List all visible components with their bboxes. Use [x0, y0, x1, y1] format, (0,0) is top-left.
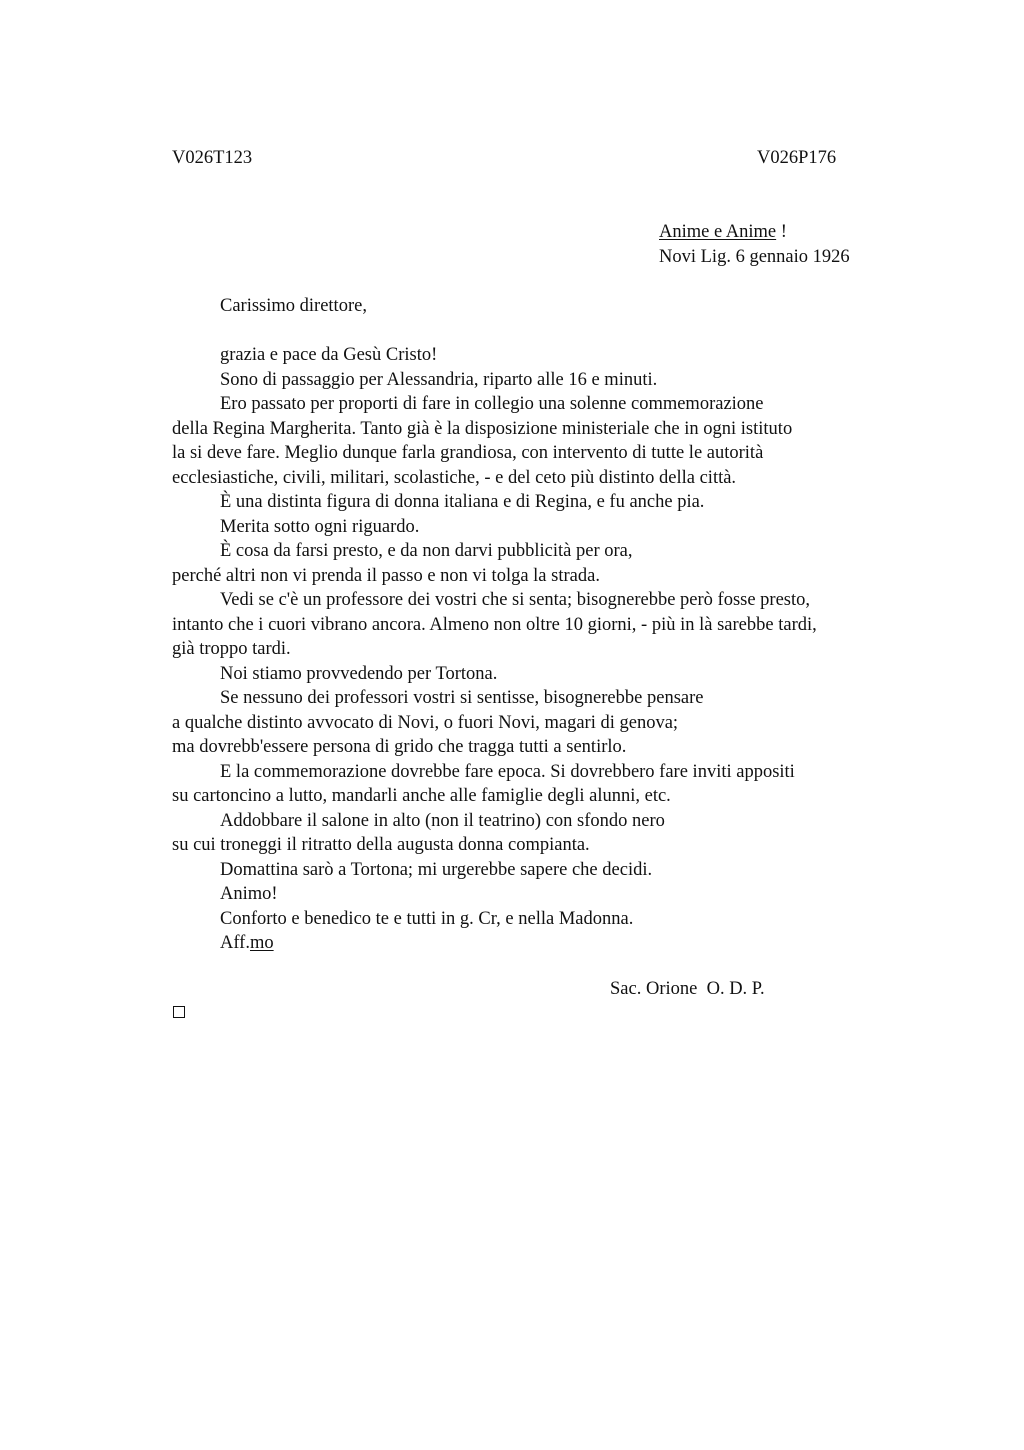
- document-code-right: V026P176: [757, 148, 837, 168]
- body-line: Vedi se c'è un professore dei vostri che si senta; bisognerebbe però fosse presto,: [220, 590, 811, 610]
- body-line: Addobbare il salone in alto (non il teatrino) con sfondo nero: [220, 810, 665, 831]
- letter-title-suffix: !: [776, 222, 787, 242]
- body-line: perché altri non vi prenda il passo e non vi tolga la strada.: [172, 565, 600, 586]
- body-line: È una distinta figura di donna italiana e di Regina, e fu anche pia.: [220, 492, 705, 512]
- letter-title-text: Anime e Anime: [659, 222, 777, 242]
- body-line: Se nessuno dei professori vostri si sentisse, bisognerebbe pensare: [220, 688, 704, 708]
- signature: Sac. Orione O. D. P.: [610, 979, 765, 999]
- closing-suffix: mo: [249, 933, 274, 953]
- document-code-left: V026T123: [172, 148, 253, 168]
- empty-square-icon: [173, 1006, 185, 1018]
- body-line: Noi stiamo provvedendo per Tortona.: [220, 663, 498, 684]
- body-line: ma dovrebb'essere persona di grido che tragga tutti a sentirlo.: [172, 737, 627, 757]
- closing: [172, 931, 932, 956]
- body-line: a qualche distinto avvocato di Novi, o fuori Novi, magari di genova;: [172, 712, 679, 733]
- body-line: la si deve fare. Meglio dunque farla grandiosa, con intervento di tutte le autorità: [172, 443, 764, 463]
- body-line: Conforto e benedico te e tutti in g. Cr, e nella Madonna.: [220, 908, 634, 929]
- body-line: ecclesiastiche, civili, militari, scolastiche, - e del ceto più distinto della città.: [172, 467, 737, 488]
- letter-title: [659, 220, 850, 245]
- letter-heading: [659, 220, 850, 269]
- closing-prefix: Aff.: [220, 933, 250, 953]
- body-line: E la commemorazione dovrebbe fare epoca. Si dovrebbero fare inviti appositi: [220, 761, 795, 782]
- body-line: intanto che i cuori vibrano ancora. Almeno non oltre 10 giorni, - più in là sarebbe tardi,: [172, 614, 817, 635]
- letter-body: [172, 343, 932, 956]
- body-line: Animo!: [220, 884, 278, 904]
- body-line: su cui troneggi il ritratto della augusta donna compianta.: [172, 835, 590, 855]
- salutation: Carissimo direttore,: [220, 296, 367, 316]
- body-line: su cartoncino a lutto, mandarli anche alle famiglie degli alunni, etc.: [172, 786, 671, 806]
- place-date: Novi Lig. 6 gennaio 1926: [659, 246, 850, 267]
- body-line: È cosa da farsi presto, e da non darvi pubblicità per ora,: [220, 541, 633, 561]
- body-line: Domattina sarò a Tortona; mi urgerebbe sapere che decidi.: [220, 859, 653, 880]
- body-line: Sono di passaggio per Alessandria, riparto alle 16 e minuti.: [220, 369, 658, 390]
- body-line: Ero passato per proporti di fare in collegio una solenne commemorazione: [220, 394, 764, 414]
- body-line: grazia e pace da Gesù Cristo!: [220, 345, 438, 365]
- body-line: della Regina Margherita. Tanto già è la disposizione ministeriale che in ogni istituto: [172, 418, 793, 439]
- body-line: già troppo tardi.: [172, 639, 291, 659]
- body-line: Merita sotto ogni riguardo.: [220, 516, 420, 537]
